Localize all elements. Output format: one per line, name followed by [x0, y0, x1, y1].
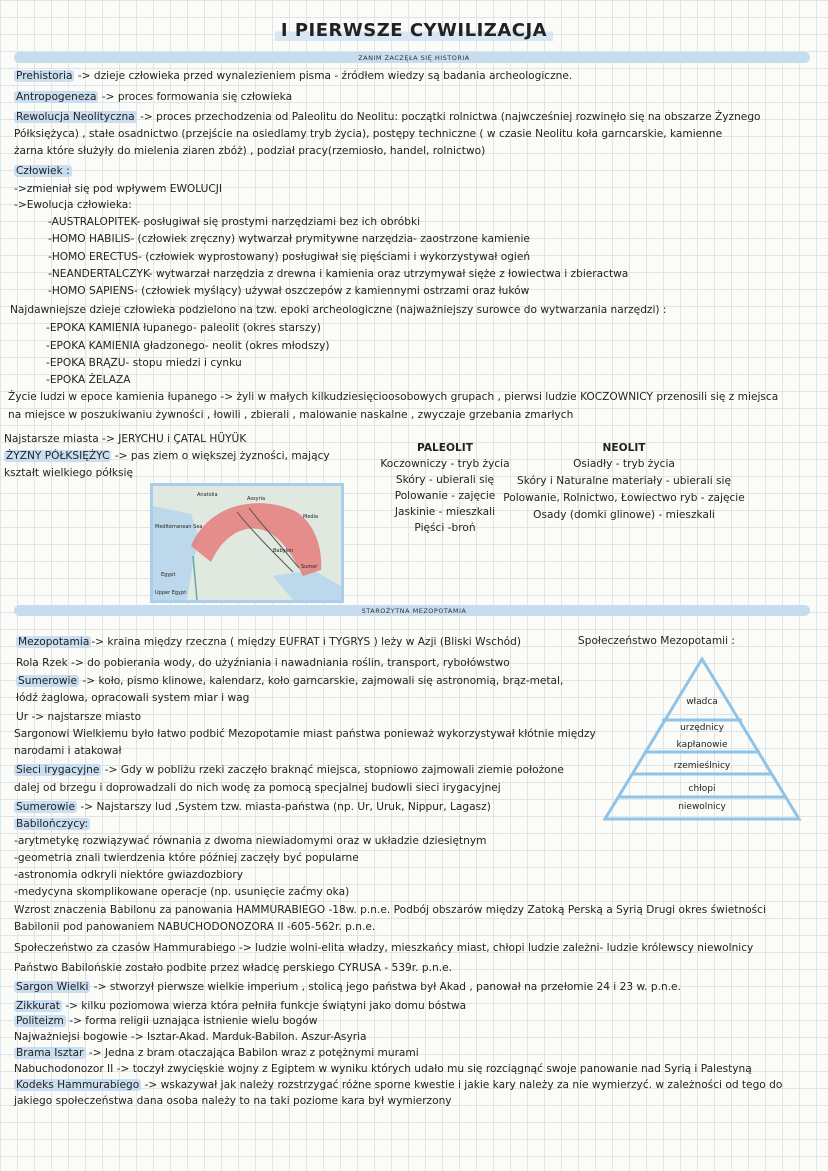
note-text: -> pas ziem o większej żyzności, mający [111, 450, 330, 462]
term-highlight: Sieci irygacyjne [16, 764, 100, 776]
note-line [14, 182, 222, 196]
note-line [14, 127, 722, 141]
column-item: Polowanie - zajęcie [394, 490, 496, 502]
note-text: dalej od brzegu i doprowadzali do nich wodę za pomocą specjalnej budowli sieci irygacyjnej [14, 782, 501, 794]
map-label: Assyria [247, 496, 266, 502]
note-text: -NEANDERTALCZYK- wytwarzał narzędzia z drewna i kamienia oraz utrzymywał sięże z łowiectwa i zbieractwa [48, 268, 629, 280]
note-text: Najważniejsi bogowie -> Isztar-Akad. Marduk-Babilon. Aszur-Asyria [14, 1031, 367, 1043]
column-item: Osady (domki glinowe) - mieszkali [533, 509, 715, 521]
term-highlight: Brama Isztar [16, 1047, 84, 1059]
column-heading: NEOLIT [602, 442, 646, 454]
note-line [48, 267, 628, 281]
note-text: Wzrost znaczenia Babilonu za panowania HAMMURABIEGO -18w. p.n.e. Podbój obszarów między Zatoką Perską a Syrią Drugi okres świetności [14, 904, 766, 916]
map-label: Upper Egypt [155, 590, 187, 596]
note-text: -> Gdy w pobliżu rzeki zaczęło braknąć miejsca, stopniowo zajmowali ziemie położone [101, 764, 564, 776]
note-text: Półksiężyca) , stałe osadnictwo (przejście na osiedlamy tryb życia), postępy techniczne ( w czasie Neolitu koła garncarskie, kamienne [14, 128, 723, 140]
note-line [48, 215, 420, 229]
note-line [14, 999, 466, 1013]
note-line [14, 817, 90, 831]
column-item: Koczowniczy - tryb życia [380, 458, 510, 470]
term-highlight: Sumerowie [18, 675, 78, 687]
note-text: narodami i atakował [14, 745, 122, 757]
note-text: Nabuchodonozor II -> toczył zwycięskie wojny z Egiptem w wyniku których udało mu się rozciągnąć swoje panowanie nad Syrią i Palestyną [14, 1063, 752, 1075]
term-highlight: Prehistoria [16, 70, 73, 82]
note-line [16, 656, 510, 670]
map-label: Egypt [161, 572, 176, 578]
note-text: Najstarsze miasta -> JERYCHU i ÇATAL HÜYÜK [4, 433, 247, 445]
pyramid-level: chłopi [688, 784, 716, 794]
note-line [8, 408, 573, 422]
column-item: Skóry i Naturalne materiały - ubierali się [516, 475, 732, 487]
note-line [14, 961, 452, 975]
note-text: -> kilku poziomowa wierza która pełniła funkcje świątyni jako domu bóstwa [61, 1000, 467, 1012]
map-label: Sumer [301, 564, 318, 570]
note-line [16, 674, 563, 688]
note-text: -> wskazywał jak należy rozstrzygać różne sporne kwestie i jakie kary należy za nie wymierzyć. w zależności od tego do [141, 1079, 783, 1091]
map-label: Anatolia [197, 492, 218, 498]
term-highlight: Rewolucja Neolityczna [16, 111, 135, 123]
note-line [14, 164, 72, 178]
note-text: -geometria znali twierdzenia które później zaczęły być popularne [14, 852, 359, 864]
note-text: żarna które służyły do mielenia ziaren zbóż) , podział pracy(rzemiosło, handel, rolnictwo) [14, 145, 486, 157]
note-text: Najdawniejsze dzieje człowieka podzielono na tzw. epoki archeologiczne (najważniejszy surowce do wytwarzania narzędzi) : [10, 304, 667, 316]
term-highlight: ŻYZNY PÓŁKSIĘŻYC [6, 450, 110, 462]
note-line [14, 727, 596, 741]
note-line [14, 69, 572, 83]
note-line [4, 466, 133, 480]
note-line [14, 90, 292, 104]
page-title: I PIERWSZE CYWILIZACJA [0, 20, 828, 41]
note-line [14, 851, 359, 865]
pyramid-level: kapłanowie [676, 740, 728, 750]
section-label: ZANIM ZACZĘŁA SIĘ HISTORIA [358, 54, 470, 62]
note-line [48, 284, 529, 298]
note-line [48, 232, 530, 246]
term-highlight: Mezopotamia [18, 636, 90, 648]
map-label: Media [303, 514, 319, 520]
column-heading: PALEOLIT [417, 442, 473, 454]
map-label: Mediterranean Sea [155, 524, 203, 530]
note-line [4, 449, 330, 463]
note-line [14, 1030, 367, 1044]
note-line [14, 868, 243, 882]
note-text: jakiego społeczeństwa dana osoba należy to na taki poziome kara był wymierzony [14, 1095, 452, 1107]
note-text: -EPOKA BRĄZU- stopu miedzi i cynku [46, 357, 242, 369]
note-text: -arytmetykę rozwiązywać równania z dwoma niewiadomymi oraz w układzie dziesiętnym [14, 835, 487, 847]
column-item: Jaskinie - mieszkali [394, 506, 496, 518]
note-line [14, 763, 564, 777]
note-text: Rola Rzek -> do pobierania wody, do użyźniania i nawadniania roślin, transport, rybołówstwo [16, 657, 510, 669]
term-highlight: Człowiek : [16, 165, 70, 177]
note-line [46, 373, 130, 387]
map-label: Babylon [273, 548, 294, 554]
note-text: -HOMO ERECTUS- (człowiek wyprostowany) posługiwał się pięściami i wykorzystywał ogień [48, 251, 531, 263]
column-item: Skóry - ubierali się [395, 474, 495, 486]
note-line [14, 941, 753, 955]
note-text: Państwo Babilońskie zostało podbite przez władcę perskiego CYRUSA - 539r. p.n.e. [14, 962, 452, 974]
note-line [14, 744, 122, 758]
pyramid-level: urzędnicy [680, 723, 724, 733]
note-text: Babilonii pod panowaniem NABUCHODONOZORA II -605-562r. p.n.e. [14, 921, 376, 933]
pyramid-level: niewolnicy [678, 802, 726, 812]
note-line [14, 920, 375, 934]
note-text: -medycyna skomplikowane operacje (np. usunięcie zaćmy oka) [14, 886, 350, 898]
note-text: Ur -> najstarsze miasto [16, 711, 142, 723]
note-line [14, 800, 491, 814]
note-text: -HOMO SAPIENS- (człowiek myślący) używał oszczepów z kamiennymi ostrzami oraz łuków [48, 285, 530, 297]
note-text: -> koło, pismo klinowe, kalendarz, koło garncarskie, zajmowali się astronomią, brąz-metal, [79, 675, 564, 687]
note-text: ->Ewolucja człowieka: [14, 199, 132, 211]
note-text: łódź żaglowa, opracowali system miar i wag [16, 692, 250, 704]
term-highlight: Kodeks Hammurabiego [16, 1079, 140, 1091]
note-line [14, 885, 349, 899]
note-line [48, 250, 530, 264]
note-line [10, 303, 667, 317]
note-line [14, 980, 681, 994]
note-text: -> Jedna z bram otaczająca Babilon wraz z potężnymi murami [85, 1047, 419, 1059]
note-line [14, 834, 486, 848]
section-label: STAROŻYTNA MEZOPOTAMIA [361, 607, 467, 615]
pyramid-level: władca [686, 697, 718, 707]
term-highlight: Babilończycy: [16, 818, 89, 830]
note-line [46, 321, 321, 335]
note-text: -EPOKA ŻELAZA [46, 374, 131, 386]
note-text: -> stworzył pierwsze wielkie imperium , stolicą jego państwa był Akad , panował na przełomie 24 i 23 w. p.n.e. [90, 981, 681, 993]
note-text: na miejsce w poszukiwaniu żywności , łowili , zbierali , malowanie naskalne , zwyczaje grzebania zmarłych [8, 409, 574, 421]
note-text: Życie ludzi w epoce kamienia łupanego -> żyli w małych kilkudziesięcioosobowych grupach , pierwsi ludzie KOCZOWNICY przenosili się z miejsca [8, 391, 779, 403]
note-text: -astronomia odkryli niektóre gwiazdozbiory [14, 869, 244, 881]
note-line [46, 339, 329, 353]
note-text: Sargonowi Wielkiemu było łatwo podbić Mezopotamie miast państwa ponieważ wykorzystywał kłótnie między [14, 728, 596, 740]
note-text: -> Najstarszy lud ,System tzw. miasta-państwa (np. Ur, Uruk, Nippur, Lagasz) [77, 801, 491, 813]
note-line [14, 1078, 782, 1092]
note-line [14, 1014, 318, 1028]
column-item: Polowanie, Rolnictwo, Łowiectwo ryb - zajęcie [503, 492, 745, 504]
note-text: -> kraina między rzeczna ( między EUFRAT i TYGRYS ) leży w Azji (Bliski Wschód) [91, 636, 521, 648]
note-text: -> proces przechodzenia od Paleolitu do Neolitu: początki rolnictwa (najwcześniej rozwinęło się na obszarze Żyznego [136, 111, 761, 123]
note-line [14, 1094, 452, 1108]
note-text: -AUSTRALOPITEK- posługiwał się prostymi narzędziami bez ich obróbki [48, 216, 421, 228]
note-line [16, 710, 141, 724]
note-text: Społeczeństwo za czasów Hammurabiego -> ludzie wolni-elita władzy, mieszkańcy miast, chłopi ludzie zależni- ludzie królewscy niewolnicy [14, 942, 754, 954]
society-pyramid [602, 656, 802, 822]
note-line [46, 356, 242, 370]
note-line [14, 198, 132, 212]
society-title: Społeczeństwo Mezopotamii : [578, 635, 735, 647]
note-line [14, 144, 485, 158]
term-highlight: Sargon Wielki [16, 981, 89, 993]
note-line [14, 1062, 752, 1076]
note-line [14, 903, 766, 917]
note-text: -HOMO HABILIS- (człowiek zręczny) wytwarzał prymitywne narzędzia- zaostrzone kamienie [48, 233, 530, 245]
note-text: ->zmieniał się pod wpływem EWOLUCJI [14, 183, 223, 195]
note-line [16, 691, 249, 705]
note-text: -> proces formowania się człowieka [98, 91, 293, 103]
column-item: Osiadły - tryb życia [573, 458, 675, 470]
note-line [8, 390, 778, 404]
note-text: -> forma religii uznająca istnienie wielu bogów [65, 1015, 318, 1027]
term-highlight: Zikkurat [16, 1000, 60, 1012]
note-line [4, 432, 246, 446]
map-graphic [153, 486, 341, 600]
note-text: kształt wielkiego półksię [4, 467, 133, 479]
note-line [14, 781, 501, 795]
term-highlight: Politeizm [16, 1015, 64, 1027]
term-highlight: Sumerowie [16, 801, 76, 813]
term-highlight: Antropogeneza [16, 91, 97, 103]
pyramid-level: rzemieślnicy [673, 761, 731, 771]
note-line [16, 635, 521, 649]
note-text: -EPOKA KAMIENIA łupanego- paleolit (okres starszy) [46, 322, 321, 334]
column-item: Pięści -broń [414, 522, 476, 534]
note-text: -EPOKA KAMIENIA gładzonego- neolit (okres młodszy) [46, 340, 330, 352]
note-text: -> dzieje człowieka przed wynalezieniem pisma - źródłem wiedzy są badania archeologiczne. [74, 70, 573, 82]
note-line [14, 110, 761, 124]
note-line [14, 1046, 419, 1060]
